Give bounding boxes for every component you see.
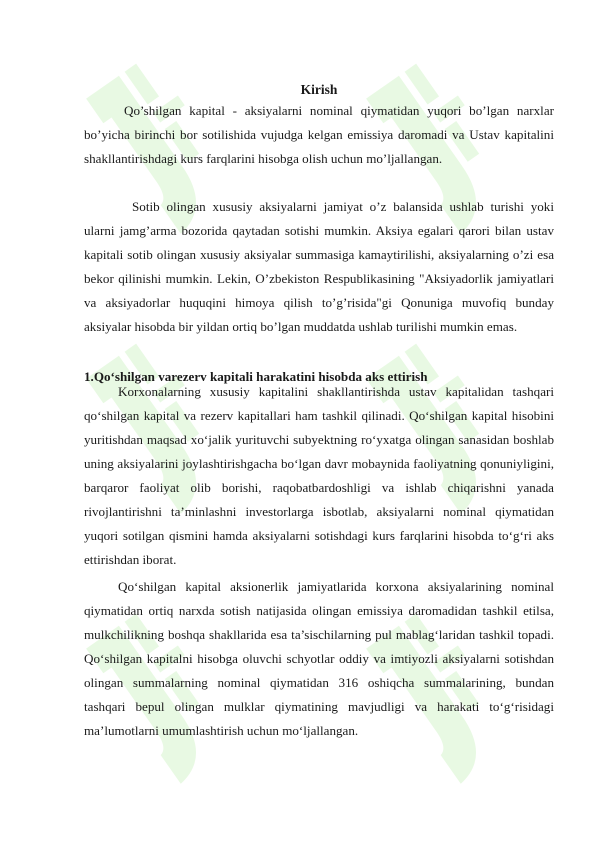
section-paragraph-2: Qo‘shilgan kapital aksionerlik jamiyatlarida korxona aksiyalarining nominal qiymatidan ortiq narxda sotish natijasida olingan emissiya daromadidan tashkil etilsa, mulkchilikning boshqa shakllarida esa ta’sischilarning pul mablag‘laridan tashkil topadi. Qo‘shilgan kapitalni hisobga oluvchi schyotlar oddiy va imtiyozli aksiyalarni sotishdan olingan summalarning nominal qiymatidan 316 oshiqcha summalarining, bundan tashqari bepul olingan mulklar qiymatining mavjudligi va harakati to‘g‘risidagi ma’lumotlarni umumlashtirish uchun mo‘ljallangan.	[84, 579, 554, 738]
intro-paragraph-1: Qo’shilgan kapital - aksiyalarni nominal qiymatidan yuqori bo’lgan narxlar bo’yicha birinchi bor sotilishida vujudga kelgan emissiya daromadi va Ustav kapitalini shakllantirishdagi kurs farqlarini hisobga olish uchun mo’ljallangan.	[84, 103, 554, 166]
document-title: Kirish	[300, 82, 338, 97]
section-heading: 1.Qo‘shilgan varezerv kapitali harakatini hisobda aks ettirish	[84, 369, 428, 384]
intro-paragraph-2: Sotib olingan xususiy aksiyalarni jamiyat o’z balansida ushlab turishi yoki ularni jamg’arma bozorida qaytadan sotishi mumkin. Aksiya egalari qarori bilan ustav kapitali sotib olingan xususiy aksiyalar summasiga kamaytirilishi, aksiyalarning o’zi esa bekor qilinishi mumkin. Lekin, O’zbekiston Respublikasining "Aksiyadorlik jamiyatlari va aksiyadorlar huquqini himoya qilish to’g’risida"gi Qonuniga muvofiq bunday aksiyalar hisobda bir yildan ortiq bo’lgan muddatda ushlab turilishi mumkin emas.	[84, 199, 554, 334]
section-paragraph-1: Korxonalarning xususiy kapitalini shakllantirishda ustav kapitalidan tashqari qo‘shilgan kapital va rezerv kapitallari ham tashkil qilinadi. Qo‘shilgan kapital hisobini yuritishdan maqsad xo‘jalik yurituvchi subyektning ro‘yxatga olingan sanasidan boshlab uning aksiyalarini joylashtirishgacha bo‘lgan davr mobaynida faoliyatning qonuniyligini, barqaror faoliyat olib borishi, raqobatbardoshligi va ishlab chiqarishni yanada rivojlantirishni ta’minlashni investorlarga isbotlab, aksiyalarni nominal qiymatidan yuqori sotilgan qismini hamda aksiyalarni sotishdagi kurs farqlarini hisobda to‘g‘ri aks ettirishdan iborat.	[84, 384, 554, 567]
